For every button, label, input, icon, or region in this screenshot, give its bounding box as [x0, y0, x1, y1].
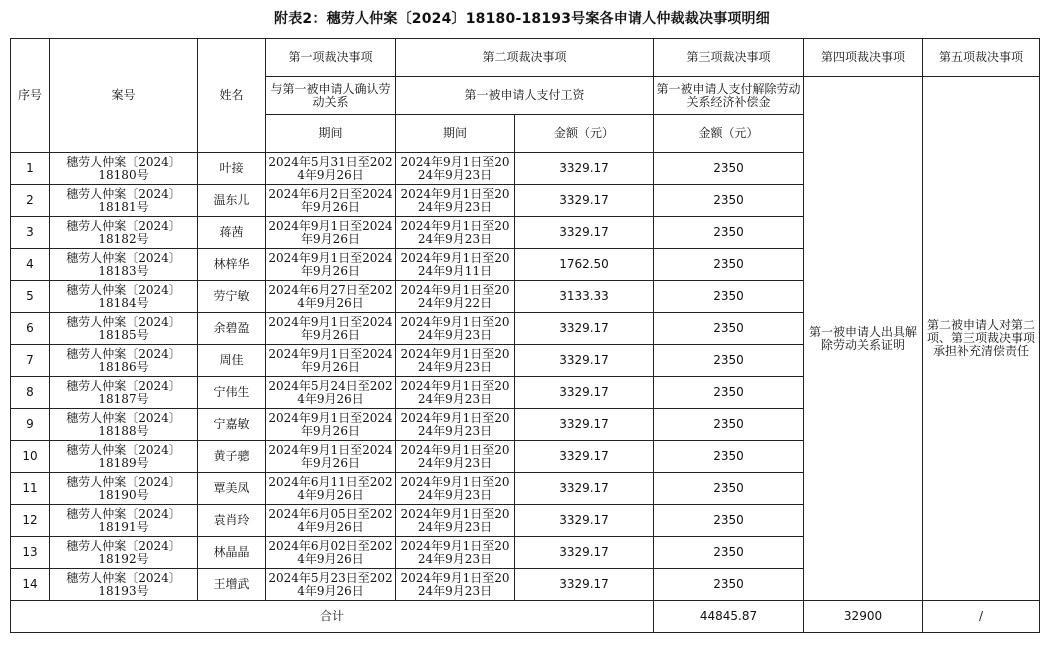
row-comp-amount: 2350: [654, 185, 804, 217]
row-period-2: 2024年9月1日至2024年9月23日: [396, 345, 515, 377]
case-no-line-1: 穗劳人仲案〔2024〕: [66, 250, 181, 265]
row-name: 王增武: [198, 569, 266, 601]
row-comp-amount: 2350: [654, 505, 804, 537]
row-period-2: 2024年9月1日至2024年9月23日: [396, 377, 515, 409]
row-case-no: [50, 313, 198, 345]
row-comp-amount: 2350: [654, 569, 804, 601]
header-item1-sub: 与第一被申请人确认劳动关系: [266, 77, 396, 115]
row-comp-amount: 2350: [654, 473, 804, 505]
arbitration-table: [10, 38, 1040, 633]
row-wage-amount: 3329.17: [515, 409, 654, 441]
row-name: 温东儿: [198, 185, 266, 217]
case-no-line-1: 穗劳人仲案〔2024〕: [66, 378, 181, 393]
row-seq: 7: [11, 345, 50, 377]
row-wage-amount: 3329.17: [515, 441, 654, 473]
document-title: 附表2：穗劳人仲案〔2024〕18180-18193号案各申请人仲裁裁决事项明细: [274, 11, 770, 27]
row-period-2: 2024年9月1日至2024年9月23日: [396, 537, 515, 569]
row-seq: 10: [11, 441, 50, 473]
case-no-line-1: 穗劳人仲案〔2024〕: [66, 314, 181, 329]
case-no-line-2: 18183号: [98, 263, 149, 278]
row-wage-amount: 3329.17: [515, 569, 654, 601]
row-period-1: 2024年6月2日至2024年9月26日: [266, 185, 396, 217]
case-no-line-2: 18184号: [98, 295, 149, 310]
case-no-line-1: 穗劳人仲案〔2024〕: [66, 186, 181, 201]
row-period-1: 2024年9月1日至2024年9月26日: [266, 217, 396, 249]
row-case-no: [50, 409, 198, 441]
header-item4: 第四项裁决事项: [804, 39, 923, 77]
row-seq: 2: [11, 185, 50, 217]
row-seq: 11: [11, 473, 50, 505]
row-period-1: 2024年6月05日至2024年9月26日: [266, 505, 396, 537]
case-no-line-1: 穗劳人仲案〔2024〕: [66, 154, 181, 169]
row-period-2: 2024年9月1日至2024年9月23日: [396, 473, 515, 505]
case-no-line-1: 穗劳人仲案〔2024〕: [66, 442, 181, 457]
row-comp-amount: 2350: [654, 313, 804, 345]
row-case-no: [50, 185, 198, 217]
row-comp-amount: 2350: [654, 217, 804, 249]
row-wage-amount: 3329.17: [515, 153, 654, 185]
row-case-no: [50, 569, 198, 601]
header-amount-comp: 金额（元）: [654, 115, 804, 153]
row-period-1: 2024年9月1日至2024年9月26日: [266, 345, 396, 377]
row-seq: 13: [11, 537, 50, 569]
total-item4: /: [923, 601, 1040, 633]
row-case-no: [50, 377, 198, 409]
row-wage-amount: 3329.17: [515, 217, 654, 249]
row-name: 林梓华: [198, 249, 266, 281]
row-seq: 3: [11, 217, 50, 249]
row-period-1: 2024年5月23日至2024年9月26日: [266, 569, 396, 601]
row-period-1: 2024年6月02日至2024年9月26日: [266, 537, 396, 569]
row-case-no: [50, 473, 198, 505]
case-no-line-2: 18187号: [98, 391, 149, 406]
row-period-1: 2024年5月31日至2024年9月26日: [266, 153, 396, 185]
row-seq: 14: [11, 569, 50, 601]
row-name: 周佳: [198, 345, 266, 377]
row-period-2: 2024年9月1日至2024年9月23日: [396, 217, 515, 249]
row-period-1: 2024年9月1日至2024年9月26日: [266, 313, 396, 345]
row-period-1: 2024年5月24日至2024年9月26日: [266, 377, 396, 409]
header-item5: 第五项裁决事项: [923, 39, 1040, 77]
row-name: 覃美凤: [198, 473, 266, 505]
row-name: 蒋茜: [198, 217, 266, 249]
row-period-1: 2024年9月1日至2024年9月26日: [266, 409, 396, 441]
case-no-line-2: 18192号: [98, 551, 149, 566]
case-no-line-1: 穗劳人仲案〔2024〕: [66, 218, 181, 233]
row-period-2: 2024年9月1日至2024年9月23日: [396, 313, 515, 345]
total-row: [11, 601, 1040, 633]
row-period-1: 2024年6月27日至2024年9月26日: [266, 281, 396, 313]
row-seq: 5: [11, 281, 50, 313]
row-wage-amount: 3329.17: [515, 537, 654, 569]
case-no-line-2: 18188号: [98, 423, 149, 438]
row-period-1: 2024年9月1日至2024年9月26日: [266, 249, 396, 281]
row-comp-amount: 2350: [654, 281, 804, 313]
row-case-no: [50, 441, 198, 473]
header-row-1: [11, 39, 1040, 77]
case-no-line-2: 18185号: [98, 327, 149, 342]
row-name: 林晶晶: [198, 537, 266, 569]
case-no-line-2: 18190号: [98, 487, 149, 502]
row-wage-amount: 3329.17: [515, 185, 654, 217]
header-item2: 第二项裁决事项: [396, 39, 654, 77]
row-comp-amount: 2350: [654, 377, 804, 409]
row-name: 黄子骢: [198, 441, 266, 473]
row-period-2: 2024年9月1日至2024年9月23日: [396, 569, 515, 601]
row-period-2: 2024年9月1日至2024年9月23日: [396, 409, 515, 441]
case-no-line-2: 18182号: [98, 231, 149, 246]
case-no-line-1: 穗劳人仲案〔2024〕: [66, 506, 181, 521]
row-seq: 1: [11, 153, 50, 185]
row-period-1: 2024年6月11日至2024年9月26日: [266, 473, 396, 505]
row-name: 袁肖玲: [198, 505, 266, 537]
row-name: 劳宁敏: [198, 281, 266, 313]
header-item3-sub: 第一被申请人支付解除劳动关系经济补偿金: [654, 77, 804, 115]
header-period-2: 期间: [396, 115, 515, 153]
header-case-no: 案号: [50, 39, 198, 153]
row-case-no: [50, 153, 198, 185]
case-no-line-2: 18180号: [98, 167, 149, 182]
row-period-2: 2024年9月1日至2024年9月22日: [396, 281, 515, 313]
row-comp-amount: 2350: [654, 153, 804, 185]
row-period-2: 2024年9月1日至2024年9月23日: [396, 441, 515, 473]
row-period-2: 2024年9月1日至2024年9月11日: [396, 249, 515, 281]
row-wage-amount: 3133.33: [515, 281, 654, 313]
row-comp-amount: 2350: [654, 441, 804, 473]
case-no-line-2: 18189号: [98, 455, 149, 470]
row-name: 宁伟生: [198, 377, 266, 409]
header-amount-wage: 金额（元）: [515, 115, 654, 153]
row-seq: 4: [11, 249, 50, 281]
row-comp-amount: 2350: [654, 537, 804, 569]
row-comp-amount: 2350: [654, 409, 804, 441]
header-name: 姓名: [198, 39, 266, 153]
case-no-line-1: 穗劳人仲案〔2024〕: [66, 570, 181, 585]
case-no-line-2: 18191号: [98, 519, 149, 534]
header-item3: 第三项裁决事项: [654, 39, 804, 77]
row-name: 宁嘉敏: [198, 409, 266, 441]
item4-merged-cell: 第一被申请人出具解除劳动关系证明: [804, 77, 923, 601]
case-no-line-1: 穗劳人仲案〔2024〕: [66, 410, 181, 425]
total-comp: 32900: [804, 601, 923, 633]
row-seq: 6: [11, 313, 50, 345]
header-period-1: 期间: [266, 115, 396, 153]
case-no-line-2: 18181号: [98, 199, 149, 214]
row-case-no: [50, 345, 198, 377]
case-no-line-1: 穗劳人仲案〔2024〕: [66, 538, 181, 553]
row-name: 叶接: [198, 153, 266, 185]
row-wage-amount: 1762.50: [515, 249, 654, 281]
row-seq: 8: [11, 377, 50, 409]
item5-merged-cell: 第二被申请人对第二项、第三项裁决事项承担补充清偿责任: [923, 77, 1040, 601]
row-wage-amount: 3329.17: [515, 345, 654, 377]
row-case-no: [50, 217, 198, 249]
row-case-no: [50, 537, 198, 569]
header-seq: 序号: [11, 39, 50, 153]
row-name: 余碧盈: [198, 313, 266, 345]
row-case-no: [50, 281, 198, 313]
row-period-2: 2024年9月1日至2024年9月23日: [396, 185, 515, 217]
row-comp-amount: 2350: [654, 249, 804, 281]
row-wage-amount: 3329.17: [515, 377, 654, 409]
case-no-line-1: 穗劳人仲案〔2024〕: [66, 282, 181, 297]
row-seq: 9: [11, 409, 50, 441]
row-period-2: 2024年9月1日至2024年9月23日: [396, 505, 515, 537]
total-label: 合计: [11, 601, 654, 633]
case-no-line-2: 18186号: [98, 359, 149, 374]
row-period-2: 2024年9月1日至2024年9月23日: [396, 153, 515, 185]
row-wage-amount: 3329.17: [515, 473, 654, 505]
row-comp-amount: 2350: [654, 345, 804, 377]
header-item1: 第一项裁决事项: [266, 39, 396, 77]
row-seq: 12: [11, 505, 50, 537]
header-item2-sub: 第一被申请人支付工资: [396, 77, 654, 115]
row-case-no: [50, 249, 198, 281]
total-wage: 44845.87: [654, 601, 804, 633]
row-wage-amount: 3329.17: [515, 505, 654, 537]
case-no-line-1: 穗劳人仲案〔2024〕: [66, 346, 181, 361]
row-wage-amount: 3329.17: [515, 313, 654, 345]
case-no-line-1: 穗劳人仲案〔2024〕: [66, 474, 181, 489]
row-period-1: 2024年9月1日至2024年9月26日: [266, 441, 396, 473]
case-no-line-2: 18193号: [98, 583, 149, 598]
row-case-no: [50, 505, 198, 537]
